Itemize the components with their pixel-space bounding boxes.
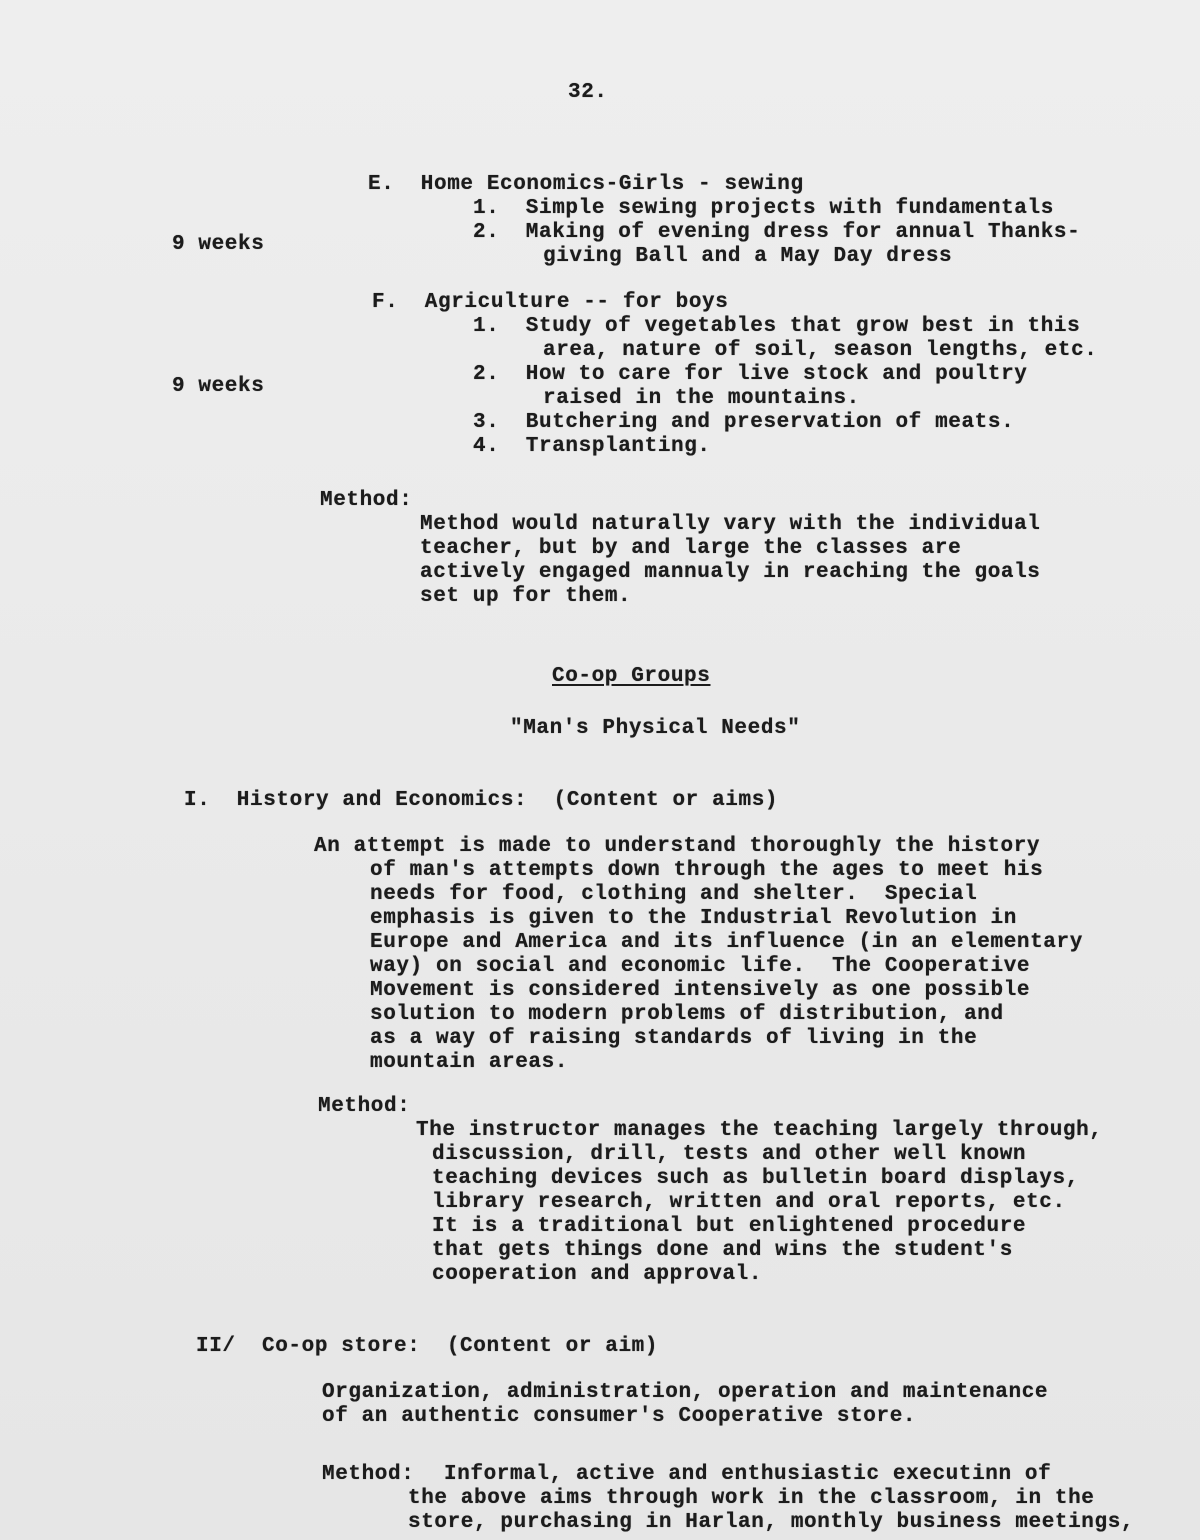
method-line: Method would naturally vary with the individual — [420, 513, 1041, 536]
method-label: Method: — [320, 489, 413, 512]
home-ec-weeks: 9 weeks — [172, 233, 265, 256]
section-1-method-line: It is a traditional but enlightened procedure — [432, 1215, 1027, 1238]
section-2-method-label: Method: — [322, 1463, 415, 1486]
section-1-method-label: Method: — [318, 1095, 411, 1118]
section-1-line: of man's attempts down through the ages to meet his — [370, 859, 1044, 882]
agriculture-item: 3. Butchering and preservation of meats. — [473, 411, 1015, 434]
agriculture-item: raised in the mountains. — [543, 387, 860, 410]
section-1-heading: I. History and Economics: (Content or aims) — [184, 789, 779, 812]
agriculture-item: 1. Study of vegetables that grow best in this — [473, 315, 1081, 338]
agriculture-weeks: 9 weeks — [172, 375, 265, 398]
section-1-line: An attempt is made to understand thoroughly the history — [314, 835, 1041, 858]
home-ec-item: 1. Simple sewing projects with fundamentals — [473, 197, 1054, 220]
section-2-method-line: the above aims through work in the classroom, in the — [408, 1487, 1095, 1510]
section-1-line: Europe and America and its influence (in an elementary — [370, 931, 1083, 954]
section-1-line: needs for food, clothing and shelter. Special — [370, 883, 978, 906]
section-1-line: Movement is considered intensively as one possible — [370, 979, 1031, 1002]
agriculture-item: 4. Transplanting. — [473, 435, 711, 458]
section-1-line: way) on social and economic life. The Cooperative — [370, 955, 1031, 978]
section-1-method-line: library research, written and oral reports, etc. — [432, 1191, 1066, 1214]
coop-groups-subtitle: "Man's Physical Needs" — [510, 717, 801, 740]
section-2-method-line: store, purchasing in Harlan, monthly business meetings, — [408, 1511, 1135, 1534]
agriculture-item: 2. How to care for live stock and poultry — [473, 363, 1028, 386]
section-1-line: emphasis is given to the Industrial Revolution in — [370, 907, 1017, 930]
method-line: teacher, but by and large the classes are — [420, 537, 962, 560]
agriculture-heading: F. Agriculture -- for boys — [372, 291, 729, 314]
method-line: actively engaged mannualy in reaching the goals — [420, 561, 1041, 584]
section-1-method-line: that gets things done and wins the student's — [432, 1239, 1013, 1262]
section-1-line: as a way of raising standards of living in the — [370, 1027, 978, 1050]
section-2-line: of an authentic consumer's Cooperative store. — [322, 1405, 917, 1428]
home-ec-item: giving Ball and a May Day dress — [543, 245, 953, 268]
section-1-method-line: teaching devices such as bulletin board displays, — [432, 1167, 1079, 1190]
home-ec-heading: E. Home Economics-Girls - sewing — [368, 173, 804, 196]
page-number: 32. — [568, 81, 608, 104]
method-line: set up for them. — [420, 585, 632, 608]
section-2-method-line: Informal, active and enthusiastic executinn of — [444, 1463, 1052, 1486]
section-1-method-line: discussion, drill, tests and other well known — [432, 1143, 1027, 1166]
section-1-line: solution to modern problems of distribution, and — [370, 1003, 1004, 1026]
section-2-heading: II/ Co-op store: (Content or aim) — [196, 1335, 659, 1358]
section-1-method-line: cooperation and approval. — [432, 1263, 763, 1286]
home-ec-item: 2. Making of evening dress for annual Thanks- — [473, 221, 1081, 244]
coop-groups-title: Co-op Groups — [552, 665, 711, 688]
section-1-method-line: The instructor manages the teaching largely through, — [416, 1119, 1103, 1142]
agriculture-item: area, nature of soil, season lengths, etc. — [543, 339, 1098, 362]
section-1-line: mountain areas. — [370, 1051, 569, 1074]
section-2-line: Organization, administration, operation and maintenance — [322, 1381, 1049, 1404]
